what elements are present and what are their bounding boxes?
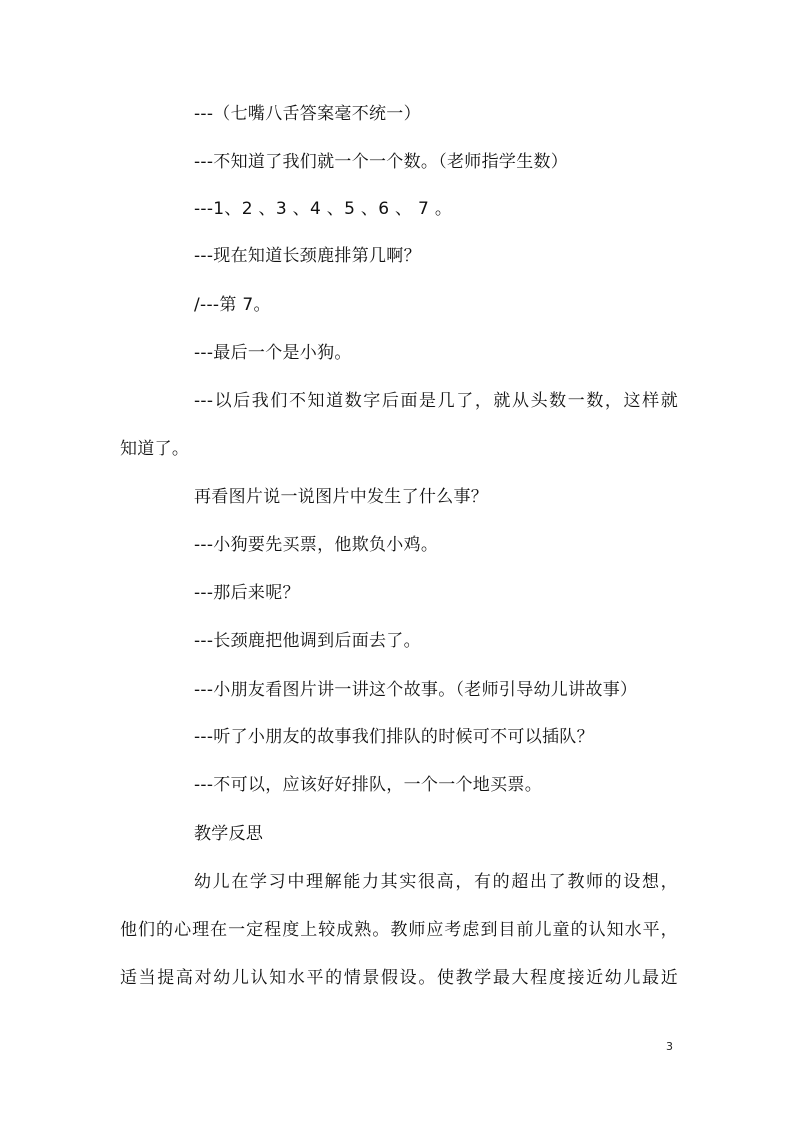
dialogue-line-continuation: 知道了。 [120, 439, 190, 459]
page-number: 3 [666, 1040, 673, 1053]
dialogue-line: ---不可以，应该好好排队，一个一个地买票。 [194, 775, 543, 795]
reflection-paragraph-line: 适当提高对幼儿认知水平的情景假设。使教学最大程度接近幼儿最近 [120, 968, 678, 988]
dialogue-line: ---长颈鹿把他调到后面去了。 [194, 631, 421, 651]
section-heading: 教学反思 [194, 824, 264, 844]
dialogue-line: ---小狗要先买票，他欺负小鸡。 [194, 535, 439, 555]
dialogue-line: ---不知道了我们就一个一个数。（老师指学生数） [194, 152, 569, 172]
dialogue-line: ---听了小朋友的故事我们排队的时候可不可以插队？ [194, 727, 594, 747]
dialogue-line: ---现在知道长颈鹿排第几啊？ [194, 246, 421, 266]
prompt-line: 再看图片说一说图片中发生了什么事？ [194, 487, 489, 507]
reflection-paragraph-line: 幼儿在学习中理解能力其实很高，有的超出了教师的设想， [194, 872, 678, 892]
dialogue-line: ---1、2 、3 、4 、5 、6 、 7 。 [194, 199, 453, 219]
reflection-paragraph-line: 他们的心理在一定程度上较成熟。教师应考虑到目前儿童的认知水平， [120, 920, 678, 940]
dialogue-line: ---小朋友看图片讲一讲这个故事。（老师引导幼儿讲故事） [194, 680, 638, 700]
dialogue-line: ---以后我们不知道数字后面是几了，就从头数一数，这样就 [194, 391, 678, 411]
dialogue-line: /---第 7。 [194, 295, 271, 315]
dialogue-line: ---那后来呢？ [194, 583, 300, 603]
dialogue-line: ---最后一个是小狗。 [194, 343, 352, 363]
dialogue-line: ---（七嘴八舌答案毫不统一） [194, 104, 421, 124]
